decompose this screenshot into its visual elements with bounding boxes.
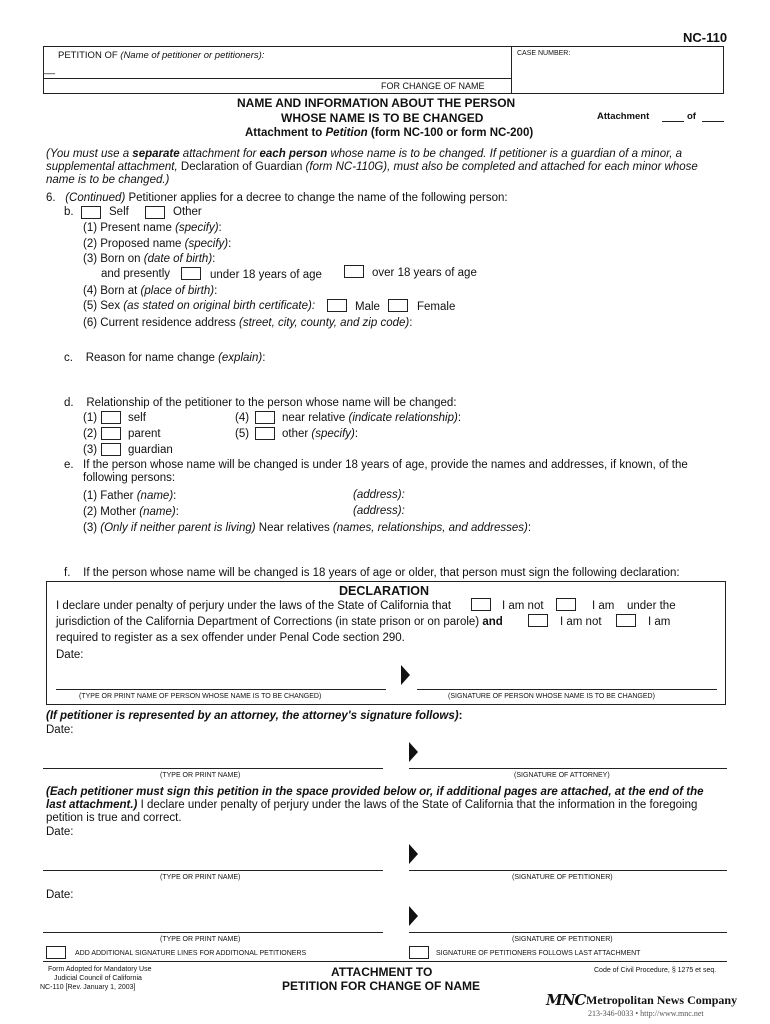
section-6-heading: 6. (Continued) Petitioner applies for a decree to change the name of the following person: bbox=[46, 192, 508, 204]
company-name: Metropolitan News Company bbox=[586, 993, 738, 1007]
form-number: NC-110 bbox=[683, 30, 728, 45]
petitioner2-signature-line[interactable] bbox=[409, 932, 727, 933]
attachment-total-field[interactable] bbox=[702, 121, 724, 122]
near-relatives-label: (3) (Only if neither parent is living) Near relatives (names, relationships, and addresses): bbox=[83, 522, 532, 534]
sign-arrow-icon bbox=[401, 665, 410, 685]
petition-of-label: PETITION OF (Name of petitioner or petitioners): bbox=[58, 50, 265, 61]
petitioner1-signature-line[interactable] bbox=[409, 870, 727, 871]
rel-parent-checkbox[interactable] bbox=[101, 427, 121, 440]
rel-self-checkbox[interactable] bbox=[101, 411, 121, 424]
attachment-label: Attachment bbox=[597, 111, 650, 122]
mother-label: (2) Mother (name): bbox=[83, 506, 179, 518]
residence-label: (6) Current residence address (street, city, county, and zip code): bbox=[83, 317, 413, 329]
present-name-label: (1) Present name (specify): bbox=[83, 222, 222, 234]
proposed-name-label: (2) Proposed name (specify): bbox=[83, 238, 232, 250]
rel-near-relative-checkbox[interactable] bbox=[255, 411, 275, 424]
sign-arrow-icon bbox=[409, 844, 418, 864]
petitioner2-name-line[interactable] bbox=[43, 932, 383, 933]
over-18-checkbox[interactable] bbox=[344, 265, 364, 278]
attorney-name-line[interactable] bbox=[43, 768, 383, 769]
petitioner-note: (Each petitioner must sign this petition in the space provided below or, if additional pages are attached, at the end of the last attachment.) I declare under penalty of perjury under the laws of the State of California that the information in the foregoing petition is true and correct. bbox=[46, 786, 704, 824]
female-checkbox[interactable] bbox=[388, 299, 408, 312]
rel-guardian-checkbox[interactable] bbox=[101, 443, 121, 456]
follows-last-checkbox[interactable] bbox=[409, 946, 429, 959]
decl-am-checkbox-1[interactable] bbox=[556, 598, 576, 611]
decl-am-not-checkbox-2[interactable] bbox=[528, 614, 548, 627]
decl-am-not-checkbox-1[interactable] bbox=[471, 598, 491, 611]
case-number-label: CASE NUMBER: bbox=[517, 50, 571, 57]
self-checkbox[interactable] bbox=[81, 206, 101, 219]
male-checkbox[interactable] bbox=[327, 299, 347, 312]
decl-am-checkbox-2[interactable] bbox=[616, 614, 636, 627]
sign-arrow-icon bbox=[409, 742, 418, 762]
attachment-number-field[interactable] bbox=[662, 121, 684, 122]
rel-other-checkbox[interactable] bbox=[255, 427, 275, 440]
sex-label: (5) Sex (as stated on original birth certificate): bbox=[83, 300, 316, 312]
other-checkbox[interactable] bbox=[145, 206, 165, 219]
sign-arrow-icon bbox=[409, 906, 418, 926]
title-line1: NAME AND INFORMATION ABOUT THE PERSON bbox=[237, 96, 516, 110]
footer-title1: ATTACHMENT TO bbox=[331, 965, 433, 979]
attorney-note: (If petitioner is represented by an attorney, the attorney's signature follows): bbox=[46, 710, 463, 722]
under-18-checkbox[interactable] bbox=[181, 267, 201, 280]
section-f-text: f. If the person whose name will be changed is 18 years of age or older, that person must sign the following declaration: bbox=[64, 567, 680, 579]
born-on-label: (3) Born on (date of birth): bbox=[83, 253, 216, 265]
declaration-title: DECLARATION bbox=[339, 584, 430, 598]
mnc-logo: MNC bbox=[546, 991, 586, 1009]
father-label: (1) Father (name): bbox=[83, 490, 177, 502]
attorney-signature-line[interactable] bbox=[409, 768, 727, 769]
relationship-label: d. Relationship of the petitioner to the person whose name will be changed: bbox=[64, 397, 457, 409]
title-sub: Attachment to Petition (form NC-100 or form NC-200) bbox=[245, 127, 534, 139]
reason-label: c. Reason for name change (explain): bbox=[64, 352, 266, 364]
petitioner1-name-line[interactable] bbox=[43, 870, 383, 871]
title-line2: WHOSE NAME IS TO BE CHANGED bbox=[281, 111, 484, 125]
for-change-label: FOR CHANGE OF NAME bbox=[381, 81, 485, 91]
intro-paragraph: (You must use a separate attachment for each person whose name is to be changed. If petitioner is a guardian of a minor, a supplemental attachment, Declaration of Guardian (form NC-110G), must also be completed and attached for each minor whose name is to be changed.) bbox=[46, 148, 698, 186]
parents-instructions: If the person whose name will be changed is under 18 years of age, provide the names and addresses, if known, of the following persons: bbox=[83, 459, 688, 484]
decl-signature-line[interactable] bbox=[417, 689, 717, 690]
footer-title2: PETITION FOR CHANGE OF NAME bbox=[282, 979, 480, 993]
born-at-label: (4) Born at (place of birth): bbox=[83, 285, 218, 297]
decl-name-line[interactable] bbox=[56, 689, 386, 690]
add-lines-checkbox[interactable] bbox=[46, 946, 66, 959]
